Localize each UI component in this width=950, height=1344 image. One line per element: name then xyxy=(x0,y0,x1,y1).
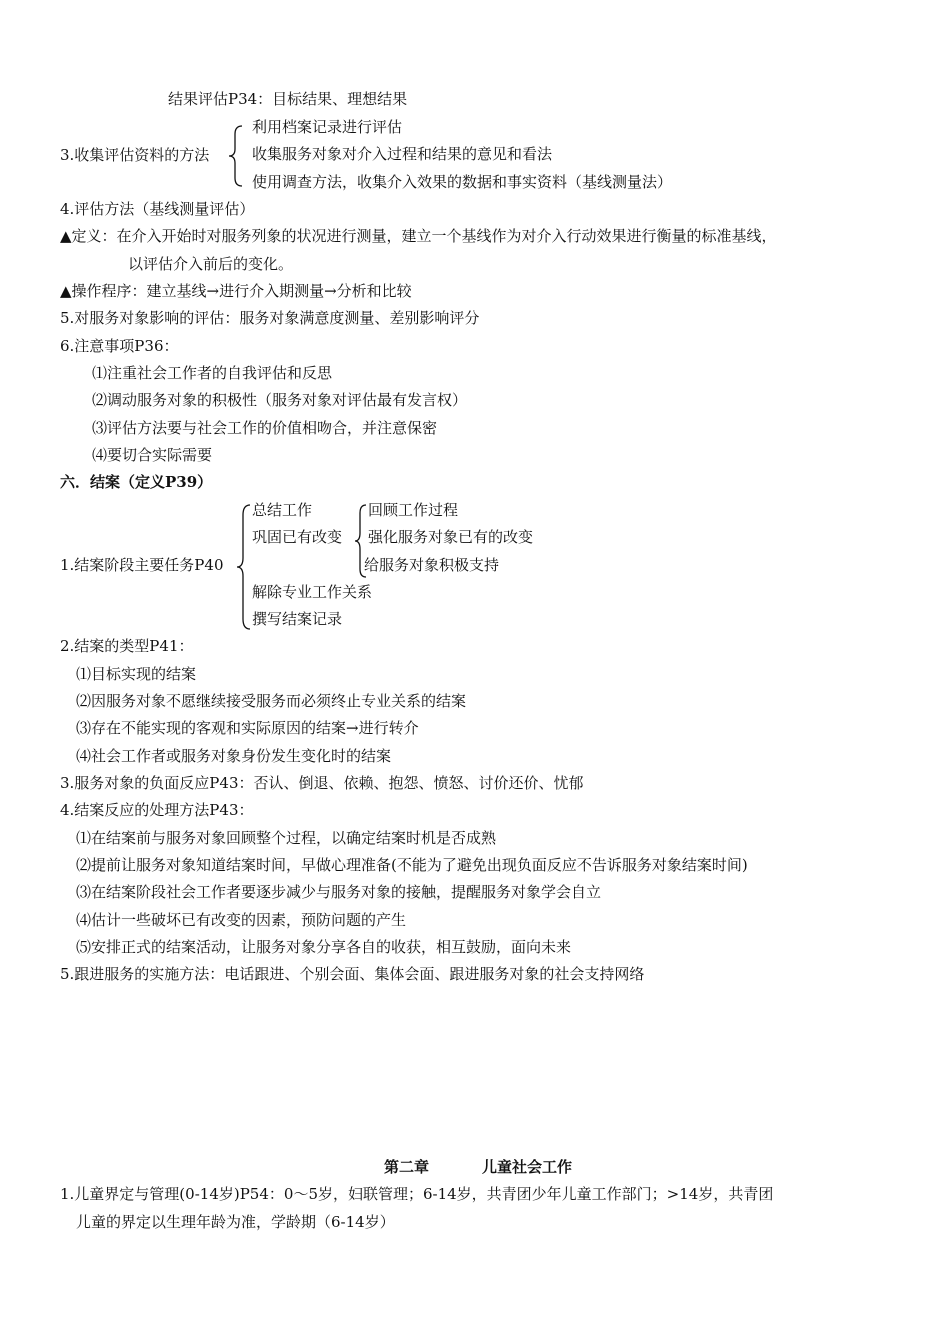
procedure-line: ▲操作程序：建立基线→进行介入期测量→分析和比较 xyxy=(60,282,412,300)
note-item: ⑵调动服务对象的积极性（服务对象对评估最有发言权） xyxy=(92,391,468,409)
negative-reaction-line: 3.服务对象的负面反应P43：否认、倒退、依赖、抱怨、愤怒、讨价还价、忧郁 xyxy=(60,774,584,792)
collect-method-item: 利用档案记录进行评估 xyxy=(252,118,403,136)
collect-method-item: 收集服务对象对介入过程和结果的意见和看法 xyxy=(252,145,553,163)
closing-type-item: ⑴目标实现的结案 xyxy=(76,665,197,683)
consolidate-sub-item: 回顾工作过程 xyxy=(368,501,459,519)
notes-title: 6.注意事项P36： xyxy=(60,337,179,355)
closing-tasks-brace xyxy=(236,503,252,631)
note-item: ⑷要切合实际需要 xyxy=(92,446,213,464)
closing-types-title: 2.结案的类型P41： xyxy=(60,637,194,655)
collect-method-item: 使用调查方法，收集介入效果的数据和事实资料（基线测量法） xyxy=(252,173,673,191)
closing-tasks-label: 1.结案阶段主要任务P40 xyxy=(60,556,224,574)
handling-item: ⑶在结案阶段社会工作者要逐步减少与服务对象的接触，提醒服务对象学会自立 xyxy=(76,883,602,901)
handling-title: 4.结案反应的处理方法P43： xyxy=(60,801,254,819)
closing-type-item: ⑷社会工作者或服务对象身份发生变化时的结案 xyxy=(76,747,392,765)
handling-item: ⑵提前让服务对象知道结案时间，早做心理准备(不能为了避免出现负面反应不告诉服务对象结案时间) xyxy=(76,856,748,874)
collect-methods-label: 3.收集评估资料的方法 xyxy=(60,146,210,164)
closing-task-item: 总结工作 xyxy=(252,501,313,519)
eval-method-heading: 4.评估方法（基线测量评估） xyxy=(60,200,255,218)
closing-task-item: 撰写结案记录 xyxy=(252,610,343,628)
handling-item: ⑸安排正式的结案活动，让服务对象分享各自的收获，相互鼓励，面向未来 xyxy=(76,938,572,956)
children-definition-line-1: 1.儿童界定与管理(0-14岁)P54：0～5岁，妇联管理；6-14岁，共青团少年儿童工作部门；>14岁，共青团 xyxy=(60,1185,774,1203)
handling-item: ⑴在结案前与服务对象回顾整个过程，以确定结案时机是否成熟 xyxy=(76,829,497,847)
result-evaluation: 结果评估P34：目标结果、理想结果 xyxy=(168,90,408,108)
handling-item: ⑷估计一些破坏已有改变的因素，预防问题的产生 xyxy=(76,911,407,929)
chapter-number: 第二章 xyxy=(384,1158,430,1176)
consolidate-sub-item: 强化服务对象已有的改变 xyxy=(368,528,534,546)
note-item: ⑶评估方法要与社会工作的价值相吻合，并注意保密 xyxy=(92,419,438,437)
collect-methods-brace xyxy=(228,124,244,188)
closing-type-item: ⑵因服务对象不愿继续接受服务而必须终止专业关系的结案 xyxy=(76,692,467,710)
definition-line-2: 以评估介入前后的变化。 xyxy=(128,255,294,273)
section-six-heading: 六．结案（定义P39） xyxy=(60,473,213,491)
chapter-title: 儿童社会工作 xyxy=(482,1158,573,1176)
children-definition-line-2: 儿童的界定以生理年龄为准，学龄期（6-14岁） xyxy=(76,1213,395,1231)
impact-eval-line: 5.对服务对象影响的评估：服务对象满意度测量、差别影响评分 xyxy=(60,309,480,327)
closing-type-item: ⑶存在不能实现的客观和实际原因的结案→进行转介 xyxy=(76,719,419,737)
consolidate-sub-item: 给服务对象积极支持 xyxy=(364,556,500,574)
closing-task-item: 巩固已有改变 xyxy=(252,528,343,546)
closing-task-item: 解除专业工作关系 xyxy=(252,583,373,601)
note-item: ⑴注重社会工作者的自我评估和反思 xyxy=(92,364,333,382)
definition-line-1: ▲定义：在介入开始时对服务列象的状况进行测量，建立一个基线作为对介入行动效果进行衡量的标准基线， xyxy=(60,227,777,245)
followup-line: 5.跟进服务的实施方法：电话跟进、个别会面、集体会面、跟进服务对象的社会支持网络 xyxy=(60,965,645,983)
